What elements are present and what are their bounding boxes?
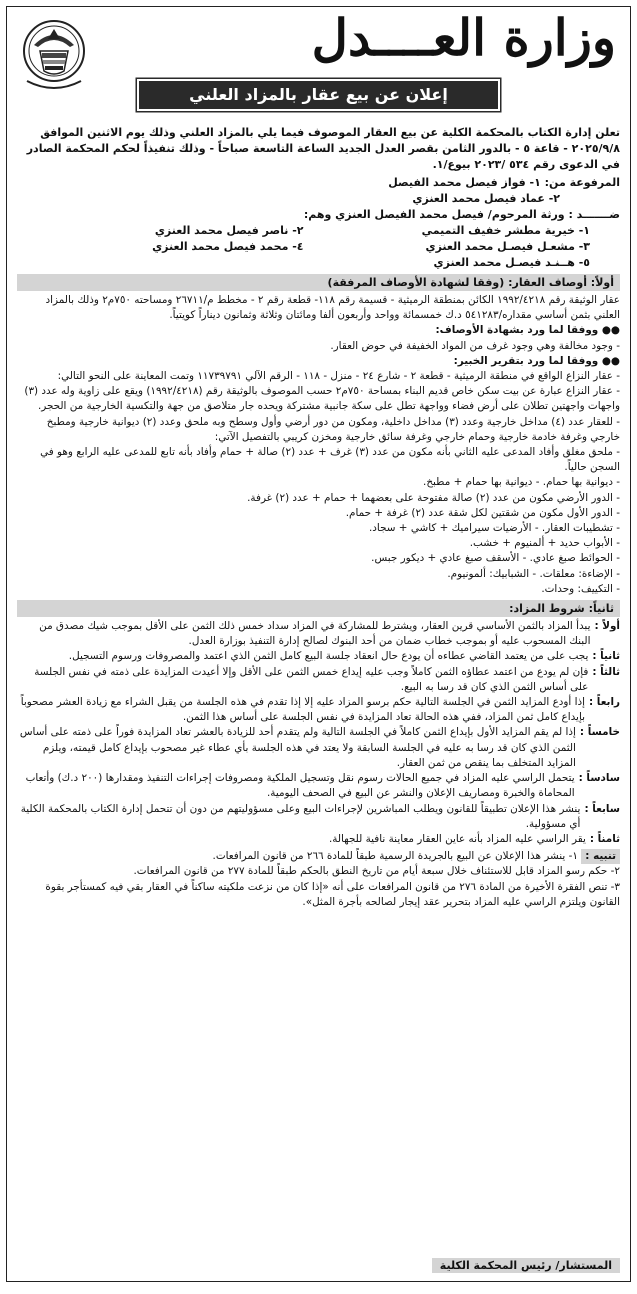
notice-line-1	[17, 849, 620, 864]
condition-label: رابعاً :	[589, 696, 620, 709]
heir-item: ٢- ناصر فيصل محمد العنزي	[154, 224, 304, 237]
expert-paragraph: - ملحق مغلق وأفاد المدعى عليه الثاني بأنه مكون من عدد (٣) غرف + عدد (٢) صالة + حمام وأفاد بأنه تابع للمدعى عليه الرابع وهو في السجن حالياً.	[40, 446, 620, 474]
header	[7, 7, 630, 104]
heir-item: ٣- مشعـل فيصـل محمد العنزي	[425, 240, 590, 253]
condition-text: يجب على من يعتمد القاضي عطاءه أن يودع حال انعقاد جلسة البيع كامل الثمن الذي اعتمد والمصروفات ورسوم التسجيل.	[68, 650, 589, 663]
list-item: - الحوائط صبغ عادي. - الأسقف صبغ عادي + ديكور جبس.	[371, 552, 620, 565]
property-paragraph: عقار الوثيقة رقم ١٩٩٢/٤٢١٨ الكائن بمنطقة الرميثية - قسيمة رقم ١١٨- قطعة رقم ٢ - مخطط م/٢٦٧١١ ومساحته ٧٥٠م٢ وذلك بالمزاد العلني بثمن أساسي مقداره/٥٤١٢٨٣ د.ك خمسمائة وواحد وأربعون ألفا ومائتان وثلاثة وثمانون ديناراً كويتياً.	[45, 294, 620, 322]
condition-label: ثالثاً :	[592, 665, 620, 678]
condition-text: إذا لم يقم المزايد الأول بإيداع الثمن كاملاً في الجلسة التالية ولم يتقدم أحد للزيادة بالعشر تعاد المزايدة فوراً على ذمته على أساس الثمن الذي كان قد رسا به عليه في الجلسة السابقة ولا يعتد في هذه الجلسة بأي عطاء غير مصحوب بإيداع كامل قيمته، ويلزم المزايد المتخلف بما ينقص من ثمن العقار.	[19, 726, 576, 769]
notice-block	[17, 849, 620, 910]
certificate-paragraph: - وجود مخالفة وهي وجود غرف من المواد الخفيفة في حوض العقار.	[330, 339, 620, 352]
condition-item	[17, 649, 620, 664]
condition-item	[17, 832, 620, 847]
condition-item	[17, 695, 620, 725]
notice-text-2: ٢- حكم رسو المزاد قابل للاستئناف خلال سبعة أيام من تاريخ النطق بالحكم طبقاً للمادة ٢٧٧ من قانون المرافعات.	[133, 865, 620, 878]
list-item: - الدور الأول مكون من شقتين لكل شقة عدد (٢) غرفة + حمام.	[345, 506, 620, 519]
expert-paragraph: - للعقار عدد (٤) مداخل خارجية وعدد (٣) مداخل داخلية، ومكون من دور أرضي وأول وسطح وبه ملحق وعدد (٢) ديوانية خارجية ومطبخ خارجي وغرفة خادمة خارجية وحمام خارجي وغرفة سائق خارجية ومخزن كريبي بالتفصيل الآتي:	[46, 415, 620, 443]
announcement-page	[6, 6, 631, 1282]
condition-label: أولاً :	[594, 620, 620, 633]
condition-text: فإن لم يودع من اعتمد عطاؤه الثمن كاملاً وجب عليه إيداع خمس الثمن على الأقل وإلا أعيدت المزايدة على ذمته في نفس الجلسة على أساس الثمن الذي كان قد رسا به البيع.	[34, 665, 589, 693]
announcement-body	[17, 125, 620, 910]
notice-text-1: ١- ينشر هذا الإعلان عن البيع بالجريدة الرسمية طبقاً للمادة ٢٦٦ من قانون المرافعات.	[212, 850, 578, 863]
ministry-name: وزارة العــــدل	[311, 8, 616, 67]
heir-item: ١- خيرية مطشر خفيف التميمي	[421, 224, 590, 237]
signature: المستشار/ رئيس المحكمة الكلية	[432, 1258, 620, 1273]
condition-item	[17, 802, 620, 832]
announcement-title: إعلان عن بيع عقار بالمزاد العلني	[137, 79, 500, 111]
condition-label: سادساً :	[578, 772, 620, 785]
heir-item: ٥- هــنـد فيصـل محمد العنزي	[433, 256, 590, 269]
expert-paragraph: - عقار النزاع عبارة عن بيت سكن خاص قديم البناء بمساحة ٧٥٠م٢ حسب الموصوف بالوثيقة رقم (١٩٩٢/٤٢١٨) ويقع على زاوية وله عدد (٣) واجهات واجهتين تطلان على أرض فضاء وواجهة تطل على سكة جانبية مشتركة ويحده جار متلاصق من جهة والتكسية الخارجية من الحجر.	[24, 385, 620, 413]
condition-label: ثانياً :	[592, 650, 620, 663]
section-conditions-heading: ثانياً: شروط المزاد:	[17, 600, 620, 617]
list-item: - الإضاءة: معلقات. - الشبابيك: ألمونيوم.	[447, 567, 620, 580]
condition-text: يقر الراسي عليه المزاد بأنه عاين العقار معاينة نافية للجهالة.	[328, 832, 586, 845]
notice-label: تنبيه :	[581, 849, 620, 864]
certificate-heading: ●● ووفقا لما ورد بشهادة الأوصاف:	[435, 324, 620, 337]
list-item: - الدور الأرضي مكون من عدد (٢) صالة مفتوحة على بعضهما + حمام + عدد (٢) غرفة.	[247, 491, 620, 504]
list-item: - ديوانية بها حمام. - ديوانية بها حمام + مطبخ.	[423, 476, 620, 489]
condition-text: إذا أودع المزايد الثمن في الجلسة التالية حكم برسو المزاد عليه إلا إذا تقدم في هذه الجلسة من يقبل الشراء مع زيادة العشر مصحوباً بإيداع كامل ثمن المزاد، ففي هذه الحالة تعاد المزايدة في نفس الجلسة على أساس هذا الثمن.	[20, 696, 586, 724]
condition-item	[17, 771, 620, 801]
list-item: - تشطيبات العقار. - الأرضيات سيراميك + كاشي + سجاد.	[369, 522, 620, 535]
notice-text-3: ٣- تنص الفقرة الأخيرة من المادة ٢٧٦ من قانون المرافعات على أنه «إذا كان من نزعت ملكيته ساكناً في العقار بقي فيه كمستأجر بقوة القانون ويلتزم الراسي عليه المزاد بتحرير عقد إيجار لصالحه بأجرة المثل».	[45, 880, 620, 908]
section-property-heading: أولاً: أوصاف العقار: (وفقا لشهادة الأوصاف المرفقة)	[17, 274, 620, 291]
plaintiffs	[17, 175, 620, 223]
heir-item: ٤- محمد فيصل محمد العنزي	[152, 240, 304, 253]
list-item: - الأبواب حديد + ألمنيوم + خشب.	[469, 537, 620, 550]
plaintiff-line-2: ٢- عماد فيصل محمد العنزي	[412, 192, 560, 205]
condition-label: ثامناً :	[589, 832, 620, 845]
condition-text: ينشر هذا الإعلان تطبيقاً للقانون ويطلب المباشرين لإجراءات البيع وعلى مسؤوليتهم من دون أن تتحمل إدارة الكتاب بالمحكمة الكلية أي مسؤولية.	[20, 802, 581, 830]
expert-heading: ●● ووفقا لما ورد بتقرير الخبير:	[453, 354, 620, 367]
plaintiff-line-1: المرفوعة من: ١- فواز فيصل محمد الفيصل	[388, 176, 620, 189]
conditions-list	[17, 619, 620, 847]
condition-item	[17, 619, 620, 649]
expert-paragraph: - عقار النزاع الواقع في منطقة الرميثية - قطعة ٢ - شارع ٢٤ - منزل - ١١٨ - الرقم الآلي ١١٧٣٩٧٩١ وتمت المعاينة على النحو التالي:	[57, 370, 620, 383]
kuwait-emblem-icon	[21, 15, 87, 97]
heirs-list	[17, 223, 620, 271]
defendants-line: ضـــــــد : ورثة المرحوم/ فيصل محمد الفيصل العنزي وهم:	[303, 208, 620, 221]
intro-paragraph: تعلن إدارة الكتاب بالمحكمة الكلية عن بيع العقار الموصوف فيما يلي بالمزاد العلني وذلك يوم الاثنين الموافق ٢٠٢٥/٩/٨ - قاعة ٥ - بالدور الثامن بقصر العدل الجديد الساعة التاسعة صباحاً - وذلك تنفيذاً لحكم المحكمة الصادر في الدعوى رقم ٥٣٤ /٢٠٢٣ بيوع/١.	[26, 126, 620, 171]
property-details-list	[17, 475, 620, 597]
condition-label: خامساً :	[579, 726, 620, 739]
condition-item	[17, 665, 620, 695]
condition-text: يتحمل الراسي عليه المزاد في جميع الحالات رسوم نقل وتسجيل الملكية ومصروفات إجراءات التنفيذ ومقدارها (٢٠٠ د.ك) وأتعاب المحاماة والخبرة ومصاريف الإعلان والنشر عن البيع في الصحف اليومية.	[25, 772, 575, 800]
condition-text: يبدأ المزاد بالثمن الأساسي قرين العقار، ويشترط للمشاركة في المزاد سداد خمس ذلك الثمن على الأقل بموجب شيك مصدق من البنك المسحوب عليه أو بموجب خطاب ضمان من أحد البنوك لصالح إدارة التنفيذ بوزارة العدل.	[39, 620, 591, 648]
condition-item	[17, 725, 620, 771]
condition-label: سابعاً :	[584, 802, 620, 815]
list-item: - التكييف: وحدات.	[541, 582, 620, 595]
